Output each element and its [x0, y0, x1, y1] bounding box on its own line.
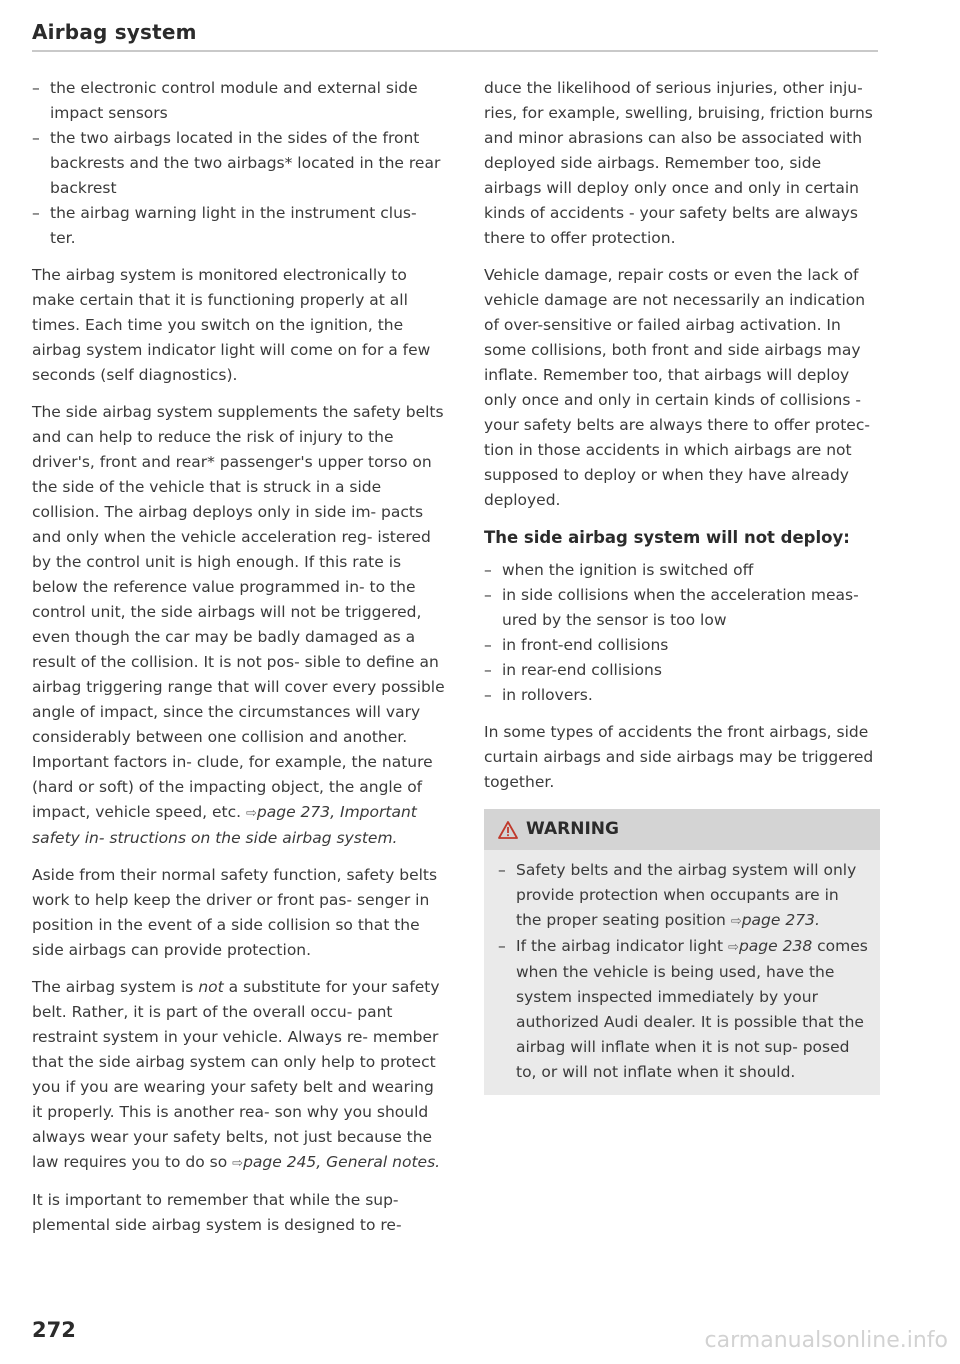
section-title: Airbag system: [32, 20, 197, 44]
watermark: carmanualsonline.info: [704, 1328, 948, 1353]
list-item: – in rear-end collisions: [484, 658, 880, 683]
right-column: [484, 76, 880, 1095]
cross-reference-link[interactable]: page 273, Important safety in- structions on the side airbag system.: [32, 803, 417, 847]
subheading: The side airbag system will not deploy:: [484, 528, 850, 547]
warning-triangle-icon: [498, 821, 518, 839]
warning-text: If the airbag indicator light: [516, 937, 724, 955]
warning-text: comes when the vehicle is being used, have the system inspected immediately by your authorized Audi dealer. It is possible that the airbag will inflate when it is not sup- posed to, or will not inflate when it should.: [516, 937, 868, 1081]
warning-text: Safety belts and the airbag system will only provide protection when occupants are in the proper seating position: [516, 861, 857, 929]
paragraph: Vehicle damage, repair costs or even the lack of vehicle damage are not necessarily an indication of over-sensitive or failed airbag activation. In some collisions, both front and side airbags may inflate. Remember too, that airbags will deploy only once and only in certain kinds of collisions - your safety belts are always there to offer protec- tion in those accidents in which airbags are not supposed to deploy or when they have already deployed.: [484, 266, 870, 509]
list-item: – the airbag warning light in the instrument clus- ter.: [32, 201, 446, 251]
list-item: – when the ignition is switched off: [484, 558, 880, 583]
cross-reference-link[interactable]: page 273.: [741, 911, 820, 929]
warning-box: [484, 809, 880, 1095]
emphasis-text: not: [198, 978, 224, 996]
paragraph: Aside from their normal safety function, safety belts work to help keep the driver or front pas- senger in position in the event of a side collision so that the side airbags can provide protection.: [32, 866, 438, 959]
list-item: – the electronic control module and external side impact sensors: [32, 76, 446, 126]
paragraph: It is important to remember that while the sup- plemental side airbag system is designed to re-: [32, 1191, 402, 1234]
paragraph: In some types of accidents the front airbags, side curtain airbags and side airbags may be triggered together.: [484, 723, 874, 791]
paragraph-text: The side airbag system supplements the safety belts and can help to reduce the risk of injury to the driver's, front and rear* passenger's upper torso on the side of the vehicle that is struck in a side collision. The airbag deploys only in side im- pacts and only when the vehicle acceleration reg- istered by the control unit is high enough. If this rate is below the reference value programmed in- to the control unit, the side airbags will not be triggered, even though the car may be badly damaged as a result of the collision. It is not pos- sible to define an airbag triggering range that will cover every possible angle of impact, since the circumstances will vary considerably between one collision and another. Important factors in- clude, for example, the nature (hard or soft) of the impacting object, the angle of impact, vehicle speed, etc.: [32, 403, 445, 821]
page-header: [32, 20, 878, 52]
list-item: – in front-end collisions: [484, 633, 880, 658]
cross-reference-arrow-icon: ⇨: [232, 1156, 244, 1171]
not-deploy-list: [484, 558, 880, 708]
warning-body: [484, 850, 880, 1095]
left-column: [32, 76, 446, 1250]
list-item: [498, 934, 868, 1085]
page-number: 272: [32, 1318, 76, 1342]
warning-header: [484, 809, 880, 850]
cross-reference-arrow-icon: ⇨: [246, 806, 257, 821]
list-item: – in side collisions when the acceleration meas- ured by the sensor is too low: [484, 583, 880, 633]
cross-reference-link[interactable]: page 245, General notes.: [243, 1153, 441, 1171]
component-list: [32, 76, 446, 251]
list-item: [498, 858, 868, 934]
paragraph: duce the likelihood of serious injuries, other inju- ries, for example, swelling, bruising, friction burns and minor abrasions can also be associated with deployed side airbags. Remember too, side airbags will deploy only once and only in certain kinds of accidents - your safety belts are always there to offer protection.: [484, 79, 873, 247]
list-item: – in rollovers.: [484, 683, 880, 708]
warning-title: WARNING: [526, 819, 619, 839]
paragraph: The airbag system is monitored electronically to make certain that it is functioning properly at all times. Each time you switch on the ignition, the airbag system indicator light will come on for a few seconds (self diagnostics).: [32, 266, 431, 384]
paragraph-text: a substitute for your safety belt. Rather, it is part of the overall occu- pant restraint system in your vehicle. Always re- member that the side airbag system can only help to protect you if you are wearing your safety belt and wearing it properly. This is another rea- son why you should always wear your safety belts, not just because the law requires you to do so: [32, 978, 440, 1171]
warning-list: [498, 858, 868, 1085]
cross-reference-link[interactable]: page 238: [738, 937, 813, 955]
paragraph-text: The airbag system is: [32, 978, 194, 996]
paragraph: [32, 400, 446, 851]
cross-reference-arrow-icon: ⇨: [728, 940, 739, 955]
paragraph: [32, 975, 446, 1176]
cross-reference-arrow-icon: ⇨: [730, 914, 742, 929]
list-item: – the two airbags located in the sides of the front backrests and the two airbags* located in the rear backrest: [32, 126, 446, 201]
